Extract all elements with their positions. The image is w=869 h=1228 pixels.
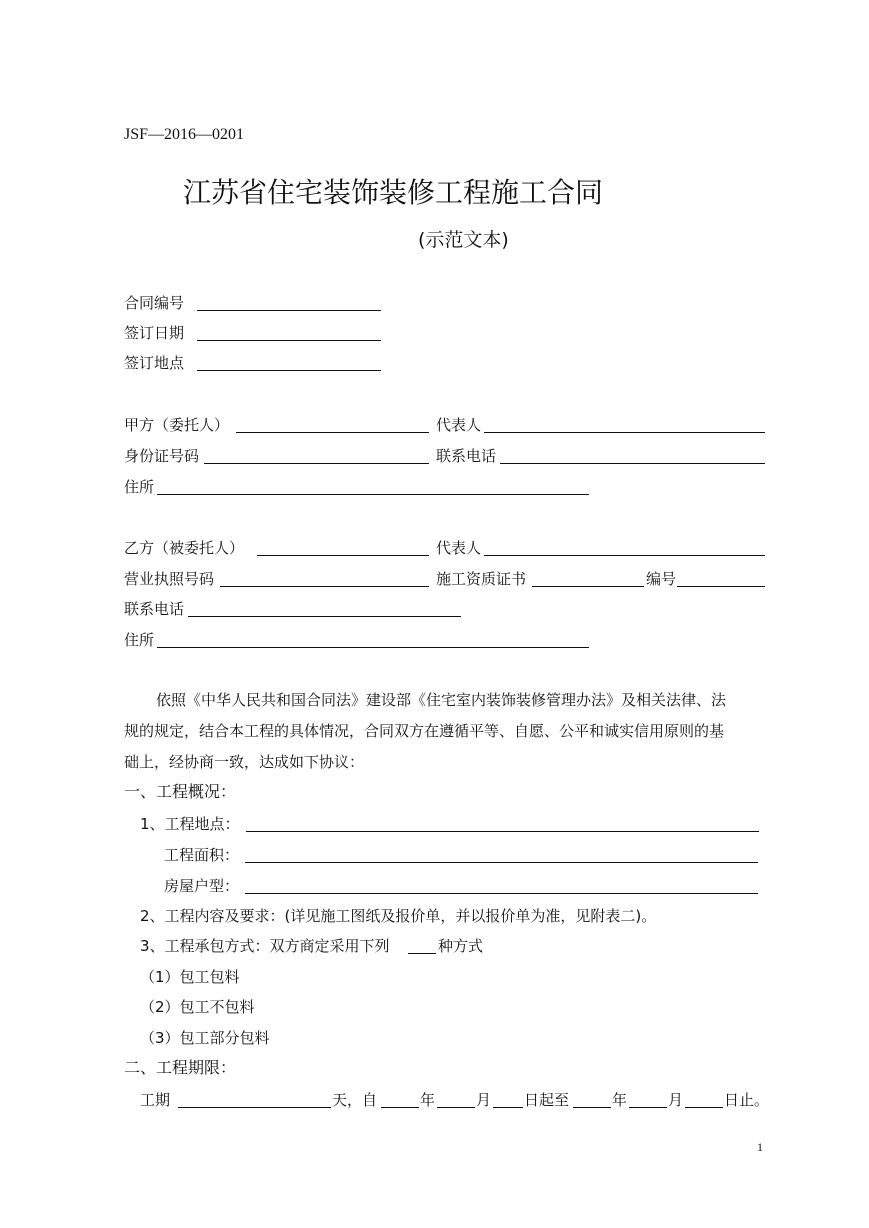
project-location-field[interactable] — [246, 831, 759, 832]
period-from-label: 天，自 — [332, 1091, 378, 1109]
house-type-field[interactable] — [245, 893, 758, 894]
preamble-line-2: 规的规定，结合本工程的具体情况，合同双方在遵循平等、自愿、公平和诚实信用原则的基 — [124, 722, 725, 740]
party-a-id-label: 身份证号码 — [124, 447, 200, 465]
contract-mode-field[interactable] — [408, 953, 436, 954]
party-a-rep-field[interactable] — [484, 432, 765, 433]
page-title: 江苏省住宅装饰装修工程施工合同 — [183, 176, 604, 209]
party-b-name-field[interactable] — [257, 555, 429, 556]
party-b-license-label: 营业执照号码 — [124, 570, 215, 588]
sign-date-label: 签订日期 — [124, 324, 185, 342]
start-day-field[interactable] — [493, 1107, 523, 1108]
doc-code: JSF—2016—0201 — [124, 126, 245, 143]
page-subtitle: (示范文本) — [418, 229, 509, 251]
start-month-label: 月 — [476, 1091, 492, 1109]
party-b-phone-label: 联系电话 — [124, 600, 185, 618]
party-b-qualification-label: 施工资质证书 — [436, 570, 527, 588]
end-year-field[interactable] — [573, 1107, 611, 1108]
party-b-address-field[interactable] — [157, 647, 589, 648]
party-b-number-field[interactable] — [677, 586, 765, 587]
period-days-field[interactable] — [178, 1107, 331, 1108]
sign-place-label: 签订地点 — [124, 354, 185, 372]
party-a-rep-label: 代表人 — [436, 416, 482, 434]
party-a-name-field[interactable] — [236, 432, 429, 433]
preamble-line-3: 础上，经协商一致，达成如下协议： — [124, 753, 365, 771]
contract-mode-label: 3、工程承包方式：双方商定采用下列 — [140, 937, 390, 955]
end-year-label: 年 — [612, 1091, 628, 1109]
party-a-address-field[interactable] — [157, 494, 589, 495]
sign-date-field[interactable] — [197, 340, 381, 341]
preamble-line-1: 依照《中华人民共和国合同法》建设部《住宅室内装饰装修管理办法》及相关法律、法 — [156, 691, 727, 709]
party-a-phone-label: 联系电话 — [436, 447, 497, 465]
contract-no-field[interactable] — [197, 310, 381, 311]
contract-mode-suffix: 种方式 — [438, 937, 484, 955]
end-day-field[interactable] — [685, 1107, 723, 1108]
party-b-rep-field[interactable] — [484, 555, 765, 556]
project-area-label: 工程面积： — [164, 846, 240, 864]
party-b-license-field[interactable] — [220, 586, 429, 587]
end-day-label: 日止。 — [724, 1091, 770, 1109]
party-a-address-label: 住所 — [124, 478, 155, 496]
start-month-field[interactable] — [437, 1107, 475, 1108]
party-b-address-label: 住所 — [124, 631, 155, 649]
end-month-field[interactable] — [629, 1107, 667, 1108]
project-content-item: 2、工程内容及要求：(详见施工图纸及报价单，并以报价单为准，见附表二)。 — [140, 907, 657, 925]
option-3: （3）包工部分包料 — [140, 1029, 270, 1047]
period-label: 工期 — [140, 1091, 171, 1109]
project-area-field[interactable] — [245, 862, 758, 863]
section-1-heading: 一、工程概况： — [124, 782, 237, 801]
party-a-label: 甲方（委托人） — [124, 416, 230, 434]
party-b-qualification-field[interactable] — [532, 586, 644, 587]
contract-no-label: 合同编号 — [124, 294, 185, 312]
party-b-label: 乙方（被委托人） — [124, 539, 245, 557]
start-year-field[interactable] — [381, 1107, 419, 1108]
party-a-id-field[interactable] — [204, 463, 429, 464]
project-location-label: 1、工程地点： — [140, 815, 240, 833]
option-2: （2）包工不包料 — [140, 998, 255, 1016]
sign-place-field[interactable] — [197, 370, 381, 371]
page-number: 1 — [757, 1140, 763, 1154]
option-1: （1）包工包料 — [140, 968, 240, 986]
start-day-label: 日起至 — [524, 1091, 570, 1109]
party-b-number-label: 编号 — [646, 570, 677, 588]
house-type-label: 房屋户型： — [164, 877, 240, 895]
party-b-rep-label: 代表人 — [436, 539, 482, 557]
section-2-heading: 二、工程期限： — [124, 1058, 237, 1077]
party-b-phone-field[interactable] — [188, 616, 461, 617]
end-month-label: 月 — [668, 1091, 684, 1109]
start-year-label: 年 — [420, 1091, 436, 1109]
party-a-phone-field[interactable] — [500, 463, 765, 464]
